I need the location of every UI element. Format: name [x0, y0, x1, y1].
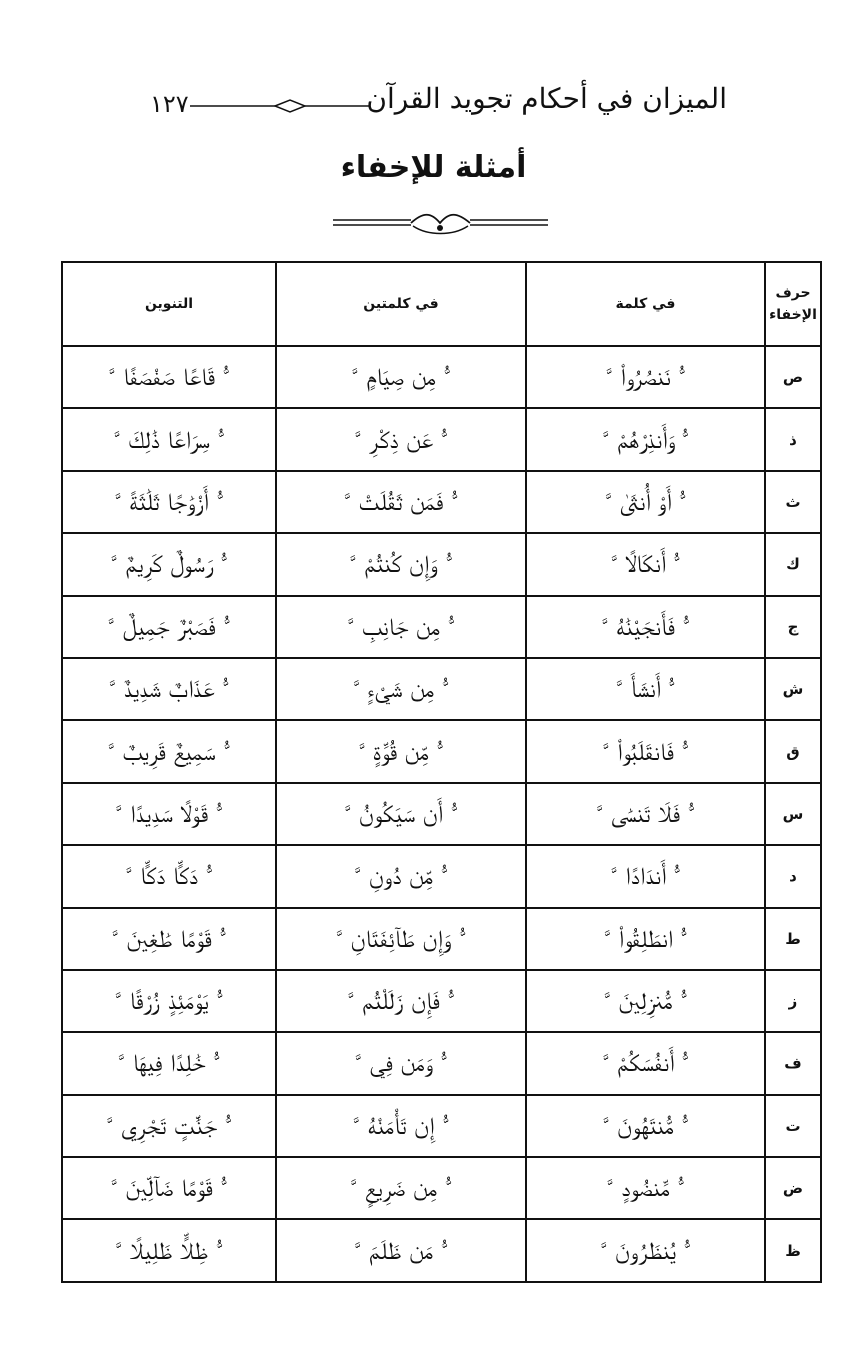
table-row	[62, 783, 821, 845]
letter-cell: ص	[765, 346, 821, 408]
one-word-example: ﱡ أَنفُسَكُمْ ﱠ	[526, 1032, 765, 1094]
one-word-example: ﱡ أَنشَأَ ﱠ	[526, 658, 765, 720]
one-word-example: ﱡ أَوْ أُنثَىٰ ﱠ	[526, 471, 765, 533]
one-word-example: ﱡ أَنكَالًا ﱠ	[526, 533, 765, 595]
letter-cell: ط	[765, 908, 821, 970]
tanween-example: ﱡ فَصَبْرٌ جَمِيلٌ ﱠ	[62, 596, 276, 658]
two-words-example: ﱡ مِّن قُوَّةٍ ﱠ	[276, 720, 526, 782]
page-heading: أمثلة للإخفاء	[340, 150, 527, 185]
two-words-example: ﱡ مِن ضَرِيعٍ ﱠ	[276, 1157, 526, 1219]
letter-cell: ت	[765, 1095, 821, 1157]
tanween-example: ﱡ سِرَاعًا ذَٰلِكَ ﱠ	[62, 408, 276, 470]
header-two-words: في كلمتين	[276, 262, 526, 346]
two-words-example: ﱡ فَمَن ثَقُلَتْ ﱠ	[276, 471, 526, 533]
one-word-example: ﱡ فَلَا تَنسَىٰ ﱠ	[526, 783, 765, 845]
letter-cell: ذ	[765, 408, 821, 470]
letter-cell: ق	[765, 720, 821, 782]
ikhfa-examples-table	[61, 261, 822, 1283]
two-words-example: ﱡ مِّن دُونِ ﱠ	[276, 845, 526, 907]
tanween-example: ﱡ قَوْمًا طَٰغِينَ ﱠ	[62, 908, 276, 970]
heading-ornament	[333, 206, 548, 238]
page-number: ١٢٧	[150, 90, 189, 118]
tanween-example: ﱡ دَكًّا دَكًّا ﱠ	[62, 845, 276, 907]
letter-cell: د	[765, 845, 821, 907]
table-row	[62, 1032, 821, 1094]
table-header-row	[62, 262, 821, 346]
table-row	[62, 720, 821, 782]
tanween-example: ﱡ قَوْمًا ضَآلِّينَ ﱠ	[62, 1157, 276, 1219]
header-letter: حرف الإخفاء	[765, 262, 821, 346]
tanween-example: ﱡ سَمِيعٌ قَرِيبٌ ﱠ	[62, 720, 276, 782]
table-row	[62, 471, 821, 533]
letter-cell: ف	[765, 1032, 821, 1094]
header-one-word: في كلمة	[526, 262, 765, 346]
two-words-example: ﱡ مِن جَانِبِ ﱠ	[276, 596, 526, 658]
two-words-example: ﱡ إِن تَأْمَنْهُ ﱠ	[276, 1095, 526, 1157]
tanween-example: ﱡ جَنَّٰتٍ تَجْرِي ﱠ	[62, 1095, 276, 1157]
two-words-example: ﱡ أَن سَيَكُونُ ﱠ	[276, 783, 526, 845]
one-word-example: ﱡ فَأَنجَيْنَٰهُ ﱠ	[526, 596, 765, 658]
header-arrow-rule	[190, 96, 370, 116]
tanween-example: ﱡ رَسُولٌ كَرِيمٌ ﱠ	[62, 533, 276, 595]
table-row	[62, 1157, 821, 1219]
table-row	[62, 1095, 821, 1157]
tanween-example: ﱡ يَوْمَئِذٍ زُرْقًا ﱠ	[62, 970, 276, 1032]
table-row	[62, 845, 821, 907]
one-word-example: ﱡ يُنظَرُونَ ﱠ	[526, 1219, 765, 1282]
letter-cell: ث	[765, 471, 821, 533]
one-word-example: ﱡ فَانقَلَبُواْ ﱠ	[526, 720, 765, 782]
two-words-example: ﱡ فَإِن زَلَلْتُم ﱠ	[276, 970, 526, 1032]
table-row	[62, 970, 821, 1032]
running-head	[0, 82, 867, 132]
table-row	[62, 533, 821, 595]
letter-cell: ز	[765, 970, 821, 1032]
two-words-example: ﱡ مَن ظَلَمَ ﱠ	[276, 1219, 526, 1282]
tanween-example: ﱡ قَاعًا صَفْصَفًا ﱠ	[62, 346, 276, 408]
letter-cell: ج	[765, 596, 821, 658]
letter-cell: ك	[765, 533, 821, 595]
one-word-example: ﱡ مَّنضُودٍ ﱠ	[526, 1157, 765, 1219]
table-row	[62, 658, 821, 720]
one-word-example: ﱡ نَنصُرُواْ ﱠ	[526, 346, 765, 408]
table-row	[62, 346, 821, 408]
letter-cell: ظ	[765, 1219, 821, 1282]
two-words-example: ﱡ وَإِن طَآئِفَتَانِ ﱠ	[276, 908, 526, 970]
two-words-example: ﱡ مِن شَيْءٍ ﱠ	[276, 658, 526, 720]
table-row	[62, 596, 821, 658]
one-word-example: ﱡ مُّنزِلِينَ ﱠ	[526, 970, 765, 1032]
one-word-example: ﱡ انطَلِقُواْ ﱠ	[526, 908, 765, 970]
table-row	[62, 408, 821, 470]
one-word-example: ﱡ وَأَنذِرْهُمْ ﱠ	[526, 408, 765, 470]
two-words-example: ﱡ وَإِن كُنتُمْ ﱠ	[276, 533, 526, 595]
running-title: الميزان في أحكام تجويد القرآن	[366, 82, 727, 115]
tanween-example: ﱡ قَوْلًا سَدِيدًا ﱠ	[62, 783, 276, 845]
tanween-example: ﱡ ظِلًّا ظَلِيلًا ﱠ	[62, 1219, 276, 1282]
two-words-example: ﱡ وَمَن فِي ﱠ	[276, 1032, 526, 1094]
one-word-example: ﱡ أَندَادًا ﱠ	[526, 845, 765, 907]
one-word-example: ﱡ مُّنتَهُونَ ﱠ	[526, 1095, 765, 1157]
letter-cell: ش	[765, 658, 821, 720]
two-words-example: ﱡ عَن ذِكْرِ ﱠ	[276, 408, 526, 470]
table-row	[62, 908, 821, 970]
header-tanween: التنوين	[62, 262, 276, 346]
tanween-example: ﱡ أَزْوَٰجًا ثَلَٰثَةً ﱠ	[62, 471, 276, 533]
tanween-example: ﱡ خَٰلِدًا فِيهَا ﱠ	[62, 1032, 276, 1094]
letter-cell: ض	[765, 1157, 821, 1219]
two-words-example: ﱡ مِن صِيَامٍ ﱠ	[276, 346, 526, 408]
letter-cell: س	[765, 783, 821, 845]
table-row	[62, 1219, 821, 1282]
tanween-example: ﱡ عَذَابٌ شَدِيدٌ ﱠ	[62, 658, 276, 720]
